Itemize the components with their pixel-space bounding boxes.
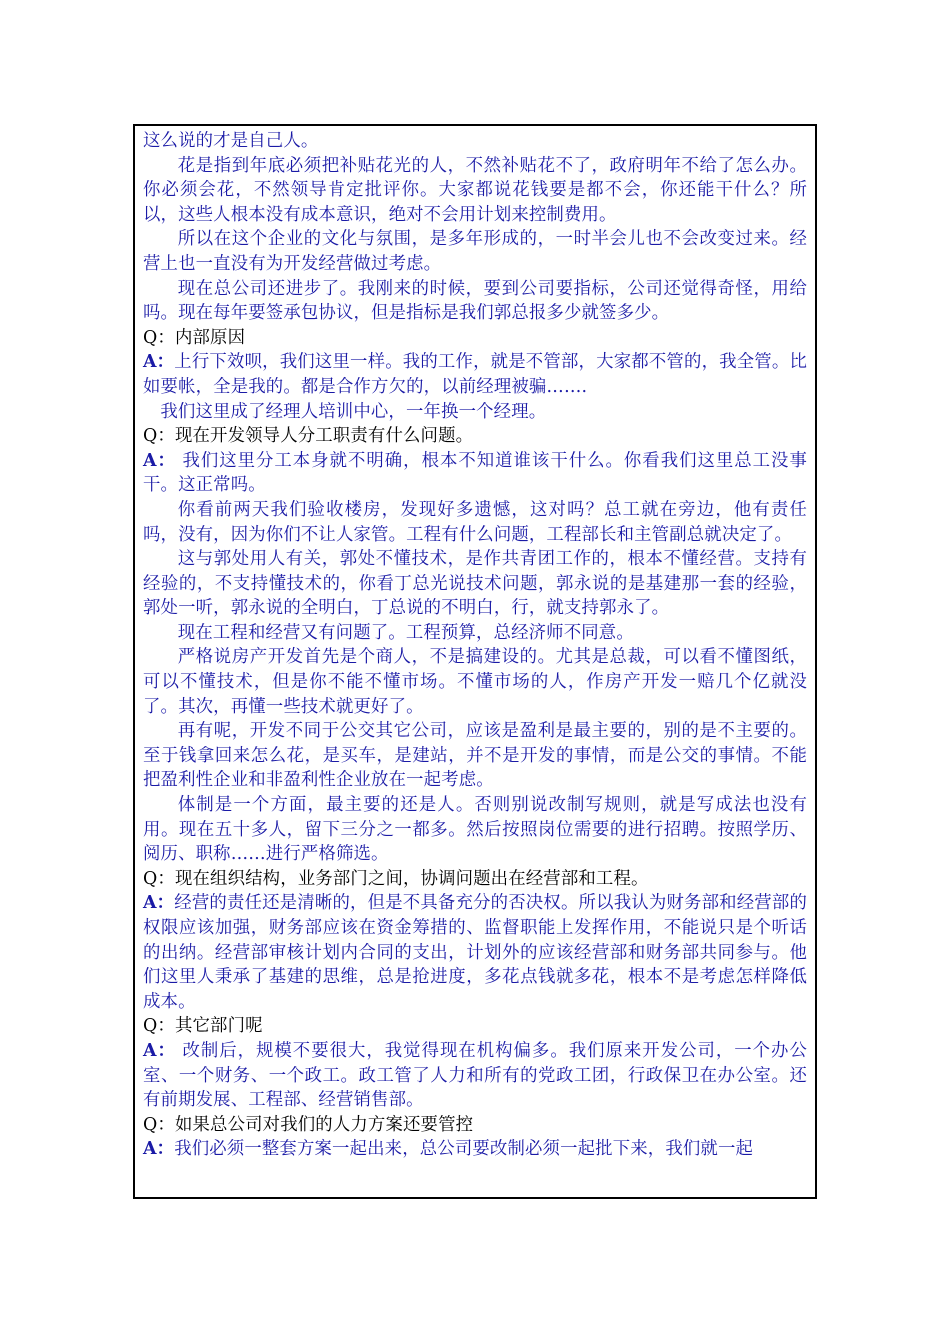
body-paragraph: 这么说的才是自己人。	[143, 131, 319, 151]
answer-text: 上行下效呗，我们这里一样。我的工作，就是不管部，大家都不管的，我全管。比如要帐，全是我的。都是合作方欠的，以前经理被骗…….	[143, 352, 808, 397]
answer-label: A：	[143, 1139, 175, 1160]
body-paragraph: 所以在这个企业的文化与氛围，是多年形成的，一时半会儿也不会改变过来。经营上也一直没有为开发经营做过考虑。	[143, 229, 807, 274]
body-paragraph: 花是指到年底必须把补贴花光的人，不然补贴花不了，政府明年不给了怎么办。你必须会花，不然领导肯定批评你。大家都说花钱要是都不会，你还能干什么？所以，这些人根本没有成本意识，绝对不会用计划来控制费用。	[143, 155, 807, 225]
question-text: 现在开发领导人分工职责有什么问题。	[174, 426, 474, 447]
answer-paragraph	[143, 1137, 807, 1162]
answer-label: A：	[143, 450, 176, 471]
question-label: Q：	[143, 426, 175, 447]
question-paragraph	[143, 424, 807, 449]
question-label: Q：	[143, 868, 175, 889]
question-paragraph	[143, 1113, 807, 1138]
question-label: Q：	[143, 1016, 175, 1037]
document-frame	[133, 124, 817, 1199]
answer-paragraph	[143, 891, 807, 1014]
document-body	[143, 129, 807, 1162]
body-paragraph: 你看前两天我们验收楼房，发现好多遗憾，这对吗？总工就在旁边，他有责任吗，没有，因为你们不让人家管。工程有什么问题，工程部长和主管副总就决定了。	[143, 499, 807, 545]
question-text: 其它部门呢	[174, 1016, 263, 1037]
question-label: Q：	[143, 327, 175, 348]
body-paragraph: 体制是一个方面，最主要的还是人。否则别说改制写规则，就是写成法也没有用。现在五十多人，留下三分之一都多。然后按照岗位需要的进行招聘。按照学历、阅历、职称……进行严格筛选。	[143, 795, 807, 865]
answer-label: A：	[143, 893, 175, 914]
question-label: Q：	[143, 1114, 175, 1135]
body-paragraph: 我们这里成了经理人培训中心，一年换一个经理。	[160, 401, 547, 422]
question-paragraph	[143, 326, 807, 351]
body-paragraph: 再有呢，开发不同于公交其它公司，应该是盈利是最主要的，别的是不主要的。至于钱拿回来怎么花，是买车，是建站，并不是开发的事情，而是公交的事情。不能把盈利性企业和非盈利性企业放在一起考虑。	[143, 721, 807, 791]
answer-paragraph	[143, 350, 807, 399]
answer-text: 我们必须一整套方案一起出来，总公司要改制必须一起批下来，我们就一起	[174, 1139, 754, 1160]
body-paragraph: 严格说房产开发首先是个商人，不是搞建设的。尤其是总裁，可以看不懂图纸，可以不懂技术，但是你不能不懂市场。不懂市场的人，作房产开发一赔几个亿就没了。其次，再懂一些技术就更好了。	[143, 647, 807, 717]
question-paragraph	[143, 867, 807, 892]
question-text: 现在组织结构，业务部门之间，协调问题出在经营部和工程。	[174, 868, 649, 889]
answer-text: 改制后，规模不要很大，我觉得现在机构偏多。我们原来开发公司，一个办公室、一个财务、一个政工。政工管了人力和所有的党政工团，行政保卫在办公室。还有前期发展、工程部、经营销售部。	[143, 1040, 807, 1111]
body-paragraph: 这与郭处用人有关，郭处不懂技术，是作共青团工作的，根本不懂经营。支持有经验的，不支持懂技术的，你看丁总光说技术问题，郭永说的是基建那一套的经验，郭处一听，郭永说的全明白，丁总说的不明白，行，就支持郭永了。	[143, 549, 807, 619]
answer-label: A：	[143, 352, 175, 373]
body-paragraph: 现在总公司还进步了。我刚来的时候，要到公司要指标，公司还觉得奇怪，用给吗。现在每年要签承包协议，但是指标是我们郭总报多少就签多少。	[143, 278, 807, 324]
answer-text: 经营的责任还是清晰的，但是不具备充分的否决权。所以我认为财务部和经营部的权限应该加强，财务部应该在资金筹措的、监督职能上发挥作用，不能说只是个听话的出纳。经营部审核计划内合同的支出，计划外的应该经营部和财务部共同参与。他们这里人秉承了基建的思维，总是抢进度，多花点钱就多花，根本不是考虑怎样降低成本。	[143, 893, 808, 1012]
answer-paragraph	[143, 1039, 807, 1113]
answer-label: A：	[143, 1040, 176, 1061]
question-text: 内部原因	[174, 327, 246, 348]
body-paragraph: 现在工程和经营又有问题了。工程预算，总经济师不同意。	[177, 622, 634, 643]
question-paragraph	[143, 1014, 807, 1039]
answer-text: 我们这里分工本身就不明确，根本不知道谁该干什么。你看我们这里总工没事干。这正常吗。	[143, 450, 807, 496]
answer-paragraph	[143, 449, 807, 498]
question-text: 如果总公司对我们的人力方案还要管控	[174, 1114, 474, 1135]
